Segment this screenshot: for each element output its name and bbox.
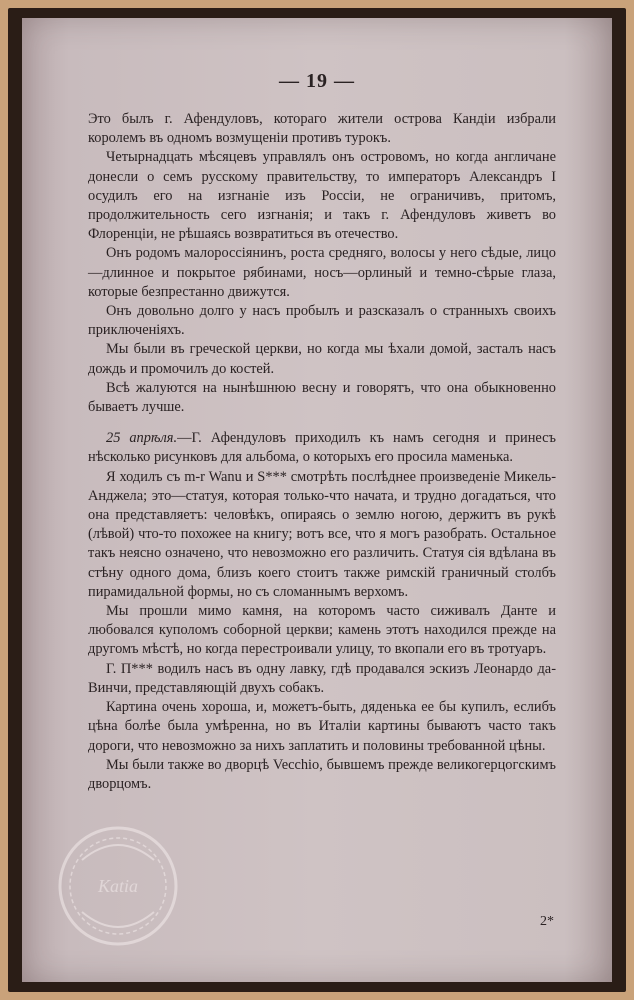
paragraph: Мы были также во дворцѣ Vecchio, бывшемъ прежде великогерцогскимъ дворцомъ. (88, 756, 556, 792)
diary-entry-first-paragraph (88, 429, 556, 467)
paragraph: Четырнадцать мѣсяцевъ управлялъ онъ островомъ, но когда англичане донесли о семъ русскому правительству, то императоръ Александръ I осудилъ его на изгнаніе изъ Россіи, не ограничивъ, притомъ, продолжительность сего изгнанія; и такъ г. Афендуловъ живетъ во Флоренціи, не рѣшаясь возвратиться въ отечество. (88, 149, 556, 243)
signature-mark: 2* (540, 914, 554, 929)
watermark-stamp-icon (52, 820, 184, 952)
page-number: — 19 — (279, 70, 355, 92)
paragraph: Картина очень хороша, и, можетъ-быть, дяденька ее бы купилъ, еслибъ цѣна болѣе была умѣренна, но въ Италіи картины бываютъ часто такъ дороги, что невозможно за нихъ заплатить и половины требованной цѣны. (88, 699, 556, 754)
paragraph: Всѣ жалуются на нынѣшнюю весну и говорятъ, что она обыкновенно бываетъ лучше. (88, 379, 556, 416)
page-body (88, 110, 556, 794)
paragraph: Это былъ г. Афендуловъ, котораго жители острова Кандіи избрали королемъ въ одномъ возмущеніи противъ турокъ. (88, 111, 556, 147)
entry-date: 25 апрѣля. (106, 430, 178, 447)
paragraph: Онъ родомъ малороссіянинъ, роста средняго, волосы у него сѣдые, лицо—длинное и покрытое рябинами, носъ—орлиный и темно-сѣрые глаза, которые безпрестанно движутся. (88, 245, 556, 300)
paragraph: Мы прошли мимо камня, на которомъ часто сиживалъ Данте и любовался куполомъ соборной церкви; камень этотъ находился прежде на другомъ мѣстѣ, но когда перестроивали улицу, то вкопали его въ тротуаръ. (88, 603, 556, 658)
watermark-text: Katia (97, 876, 139, 896)
paragraph: Мы были въ греческой церкви, но когда мы ѣхали домой, засталъ насъ дождь и промочилъ до костей. (88, 341, 556, 377)
paragraph: Г. П*** водилъ насъ въ одну лавку, гдѣ продавался эскизъ Леонардо да-Винчи, представляющій двухъ собакъ. (88, 660, 556, 696)
paragraph: Онъ довольно долго у насъ пробылъ и разсказалъ о странныхъ своихъ приключеніяхъ. (88, 303, 556, 339)
entry-text: —Г. Афендуловъ приходилъ къ намъ сегодня и принесъ нѣсколько рисунковъ для альбома, о которыхъ его просила маменька. (88, 430, 556, 466)
paragraph: Я ходилъ съ m-r Wanu и S*** смотрѣть послѣднее произведеніе Микель-Анджела; это—статуя, которая только-что начата, и трудно догадаться, что она представляетъ: человѣкъ, опираясь о землю ногою, держитъ въ рукѣ (лѣвой) что-то похожее на книгу; вотъ все, что я могъ разобрать. Остальное такъ неясно означено, что невозможно его различить. Статуя сія вдѣлана въ стѣну одного дома, близъ коего стоитъ также римскій граничный столбъ пирамидальной формы, но съ сломаннымъ верхомъ. (88, 468, 556, 600)
